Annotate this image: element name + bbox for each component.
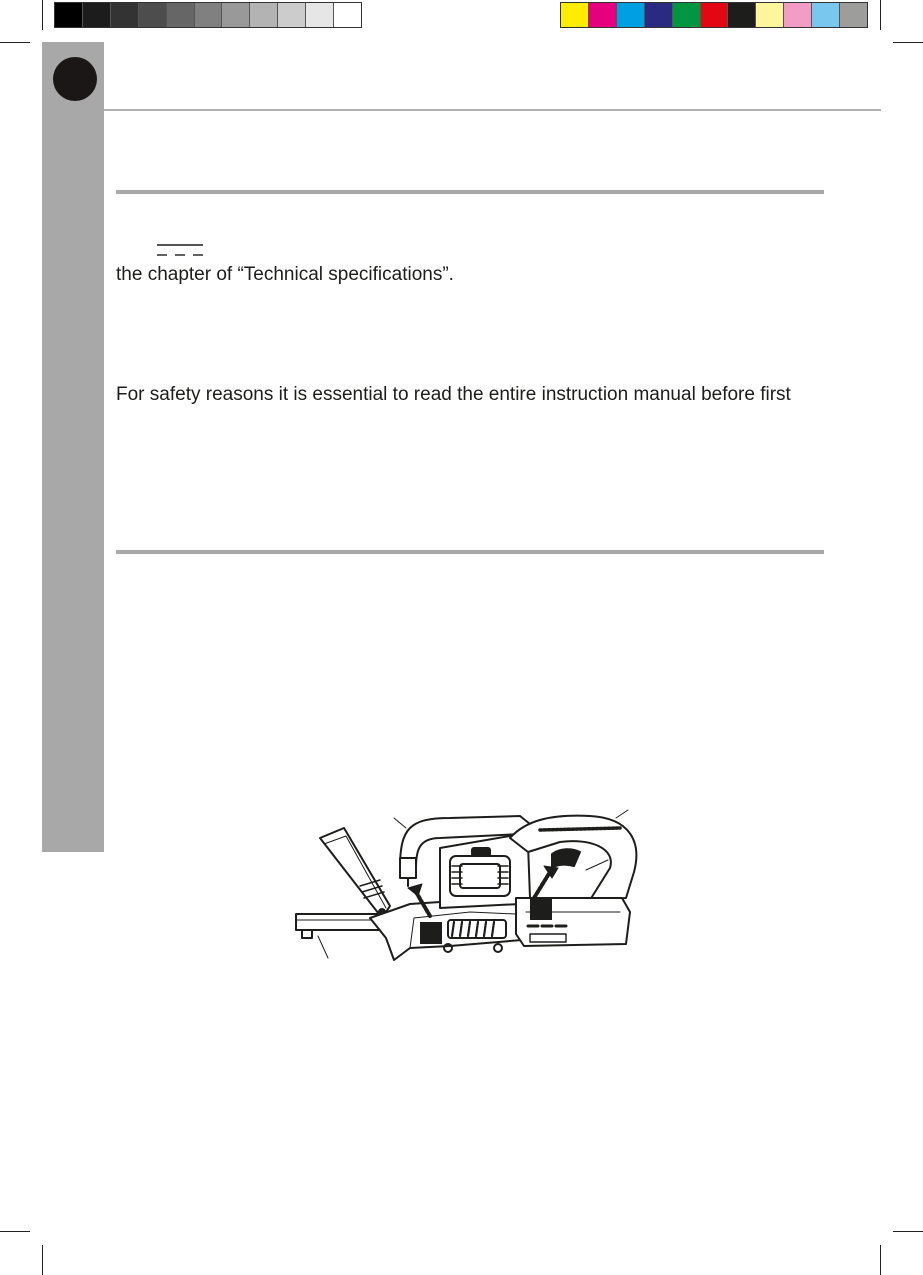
color-swatch — [840, 3, 867, 27]
section-rule-top — [116, 190, 824, 194]
gray-swatch — [334, 3, 361, 27]
technical-specifications-reference: the chapter of “Technical specifications”. — [116, 264, 454, 285]
header-rule — [104, 109, 881, 111]
color-swatch — [756, 3, 784, 27]
color-swatch — [701, 3, 729, 27]
color-swatch — [589, 3, 617, 27]
color-swatch — [728, 3, 756, 27]
crop-mark-bottom-left-v — [42, 1245, 43, 1275]
section-rule-middle — [116, 550, 824, 554]
process-color-bar — [560, 2, 868, 28]
direct-current-symbol-icon — [157, 243, 203, 257]
color-swatch — [784, 3, 812, 27]
hedge-trimmer-battery-illustration — [290, 808, 650, 978]
crop-mark-bottom-left-h — [0, 1231, 30, 1232]
color-swatch — [561, 3, 589, 27]
color-swatch — [645, 3, 673, 27]
gray-swatch — [278, 3, 306, 27]
color-swatch — [812, 3, 840, 27]
language-sidebar — [42, 42, 104, 852]
gray-swatch — [222, 3, 250, 27]
crop-mark-top-left-v — [42, 0, 43, 30]
safety-instruction-text: For safety reasons it is essential to read the entire instruction manual before first — [116, 384, 791, 405]
crop-mark-bottom-right-h — [893, 1231, 923, 1232]
crop-mark-top-right-h — [893, 42, 923, 43]
gray-swatch — [111, 3, 139, 27]
gray-swatch — [306, 3, 334, 27]
color-swatch — [673, 3, 701, 27]
crop-mark-bottom-right-v — [880, 1245, 881, 1275]
language-badge — [53, 57, 97, 101]
crop-mark-top-right-v — [880, 0, 881, 30]
gray-swatch — [167, 3, 195, 27]
color-swatch — [617, 3, 645, 27]
crop-mark-top-left-h — [0, 42, 30, 43]
gray-swatch — [250, 3, 278, 27]
gray-swatch — [83, 3, 111, 27]
grayscale-color-bar — [54, 2, 362, 28]
gray-swatch — [55, 3, 83, 27]
gray-swatch — [139, 3, 167, 27]
gray-swatch — [195, 3, 223, 27]
